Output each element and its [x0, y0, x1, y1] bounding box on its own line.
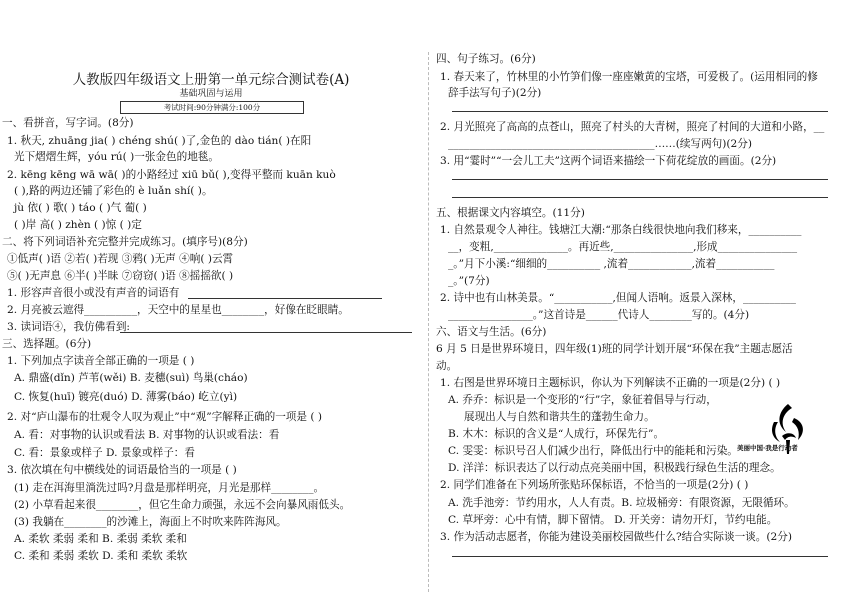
- question-line: 2. kēng kēng wā wā( )的小路经过 xiū bǔ( ),变得平整而 kuān kuò: [7, 169, 336, 181]
- answer-blank: [188, 298, 382, 299]
- question-line: 2. 诗中也有山林美景。“___________,但闻人语响。返景入深林，__________: [440, 292, 796, 304]
- question-line: 2. 月光照亮了高高的点苍山，照亮了村头的大青树，照亮了村间的大道和小路，__: [440, 121, 825, 133]
- question-line: 1. 右图是世界环境日主题标识，你认为下列解读不正确的一项是(2分) ( ): [440, 377, 781, 389]
- question-option: C. 恢复(huī) 镀亮(duó) D. 薄雾(báo) 屹立(yì): [14, 391, 238, 403]
- question-line: ________________。”这首诗是______代诗人________写的。(4分): [448, 309, 750, 321]
- question-line: _______________________________________……(续写两句)(2分): [448, 138, 753, 150]
- page-title: 人教版四年级语文上册第一单元综合测试卷(A): [72, 72, 350, 88]
- question-line: (3) 我躺在________的沙滩上，海面上不时吹来阵阵海风。: [14, 516, 287, 528]
- answer-line: [452, 111, 828, 112]
- logo-caption: 美丽中国·我是行动者: [737, 444, 798, 452]
- section-2-heading: 二、将下列词语补充完整并完成练习。(填序号)(8分): [2, 236, 248, 248]
- question-line: (1) 走在洱海里淌洗过吗?月盘是那样明亮，月光是那样________。: [14, 482, 325, 494]
- question-line: 2. 月亮被云遮得__________，天空中的星星也________，好像在眨眼睛。: [7, 304, 349, 316]
- page-subtitle: 基础巩固与运用: [179, 89, 243, 99]
- question-option: C. 看：景象或样子 D. 景象或样子：看: [14, 447, 195, 459]
- question-line: 3. 读词语④，我仿佛看到:: [7, 321, 130, 333]
- question-option: A. 洗手池旁：节约用水，人人有责。B. 垃圾桶旁：有限资源，无限循环。: [448, 497, 795, 509]
- section-5-heading: 五、根据课文内容填空。(11分): [436, 207, 585, 219]
- question-option: 展现出人与自然和谐共生的蓬勃生命力。: [464, 411, 655, 423]
- section-1-heading: 一、看拼音，写字词。(8分): [2, 117, 134, 129]
- question-line: ⑤( )无声息 ⑥半( )半昧 ⑦窃窃( )语 ⑧摇摇欲( ): [7, 270, 234, 282]
- question-option: D. 洋洋：标识表达了以行动点亮美丽中国，积极践行绿色生活的理念。: [448, 462, 781, 474]
- question-line: 1. 自然景观令人神往。钱塘江大潮:“那条白线很快地向我们移来，__________: [440, 224, 802, 236]
- question-line: 辞手法写句子)(2分): [448, 87, 542, 99]
- question-option: B. 木木：标识的含义是“人成行，环保先行”。: [448, 428, 665, 440]
- question-line: 3. 作为活动志愿者，你能为建设美丽校园做些什么?结合实际谈一谈。(2分): [440, 531, 792, 543]
- question-line: 2. 对“庐山瀑布的壮观令人叹为观止”中“观”字解释正确的一项是 ( ): [7, 411, 322, 423]
- section-3-heading: 三、选择题。(6分): [2, 338, 92, 350]
- section-6-heading: 六、语文与生活。(6分): [436, 326, 547, 338]
- question-option: A. 乔乔：标识是一个变形的“行”字，象征着倡导与行动，: [448, 394, 717, 406]
- question-line: __，变粗,______________。再近些,_______________,形成_______________: [448, 241, 798, 253]
- exam-info-box: 考试时间:90分钟满分:100分: [120, 101, 304, 114]
- answer-line: [452, 179, 828, 180]
- question-line: 3. 依次填在句中横线处的词语最恰当的一项是 ( ): [7, 464, 237, 476]
- section-4-heading: 四、句子练习。(6分): [436, 53, 536, 65]
- column-divider: [428, 52, 429, 592]
- question-line: 6 月 5 日是世界环境日，四年级(1)班的同学计划开展“环保在我”主题志愿活: [436, 343, 793, 355]
- question-line: 光下熠熠生辉，yóu rú( )一张金色的地毯。: [14, 151, 219, 163]
- question-line: _。”(7分): [448, 275, 490, 287]
- question-line: _。”月下小溪:“细细的__________ ,流着____________,流着___________: [448, 258, 775, 270]
- question-line: ( ),路的两边还铺了彩色的 è luǎn shí( )。: [14, 185, 213, 197]
- answer-line: [452, 197, 828, 198]
- answer-blank: [120, 332, 412, 333]
- question-line: 1. 春天来了，竹林里的小竹笋们像一座座嫩黄的宝塔，可爱极了。(运用相同的修: [440, 71, 818, 83]
- question-line: 动。: [436, 360, 458, 372]
- question-option: C. 雯雯：标识号召人们减少出行，降低出行中的能耗和污染。: [448, 445, 738, 457]
- question-option: C. 柔和 柔弱 柔软 D. 柔和 柔软 柔软: [14, 550, 188, 562]
- question-line: ①低声( )语 ②若( )若现 ③鸦( )无声 ④响( )云霄: [7, 253, 234, 265]
- question-line: 1. 形容声音很小或没有声音的词语有: [7, 287, 180, 299]
- answer-line: [452, 556, 828, 557]
- question-line: 2. 同学们准备在下列场所张贴环保标语，不恰当的一项是(2分) ( ): [440, 479, 749, 491]
- question-option: C. 草坪旁：心中有情，脚下留情。 D. 开关旁：请勿开灯，节约电能。: [448, 514, 778, 526]
- question-line: (2) 小草看起来很________，但它生命力顽强，永远不会向暴风雨低头。: [14, 499, 351, 511]
- question-line: jù 依( ) 歌( ) táo ( )气 葡( ): [14, 202, 147, 214]
- question-line: 3. 用“霎时”“一会儿工夫”这两个词语来描绘一下荷花绽放的画面。(2分): [440, 155, 777, 167]
- question-line: 1. 秋天, zhuāng jia( ) chéng shú( )了,金色的 dào tián( )在阳: [7, 135, 312, 147]
- question-option: A. 柔软 柔弱 柔和 B. 柔弱 柔软 柔和: [14, 533, 187, 545]
- question-line: 1. 下列加点字读音全部正确的一项是 ( ): [7, 355, 195, 367]
- environment-day-logo-icon: [752, 402, 824, 462]
- question-option: A. 看：对事物的认识或看法 B. 对事物的认识或看法：看: [14, 429, 280, 441]
- question-option: A. 鼎盛(dǐn) 芦苇(wěi) B. 麦穗(suì) 鸟巢(cháo): [14, 372, 248, 384]
- question-line: ( )岸 高( ) zhèn ( )惊 ( )定: [14, 219, 142, 231]
